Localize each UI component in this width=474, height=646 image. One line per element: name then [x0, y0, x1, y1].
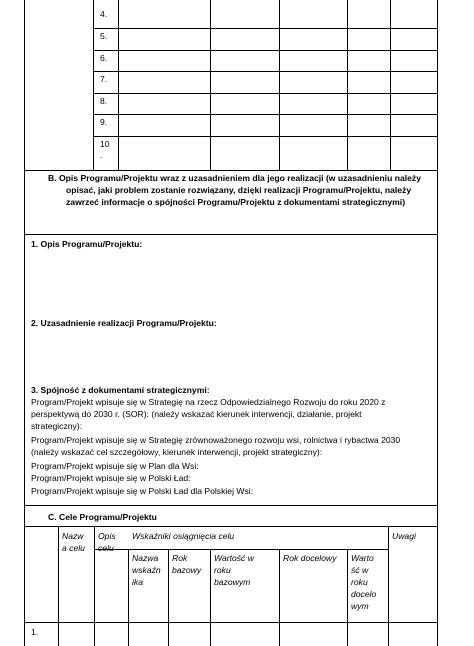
subheader-base-year: Rok: [172, 553, 188, 563]
strategy-line: Program/Projekt wpisuje się w Plan dla Wsi:: [31, 461, 199, 471]
subheader-target-value: wym: [351, 601, 369, 611]
subheader-target-value: Warto: [351, 553, 374, 563]
section-b-heading-line: zawrzeć informacje o spójności Programu/Projektu z dokumentami strategicznymi): [66, 197, 406, 207]
row-number: 6.: [100, 53, 108, 63]
header-goal-description: Opis: [98, 531, 116, 541]
goal-row-number: 1.: [31, 627, 39, 637]
subheader-indicator-name: Nazwa: [132, 553, 159, 563]
strategy-line: (należy wskazać cel szczegółowy, kierunek interwencji, projekt strategiczny):: [31, 447, 323, 457]
row-number: 8.: [100, 96, 108, 106]
row-number: 7.: [100, 74, 108, 84]
subheader-target-value: docelo: [351, 589, 377, 599]
section-b-heading-line: B. Opis Programu/Projektu wraz z uzasadnieniem dla jego realizacji (w uzasadnieniu należy: [48, 173, 421, 183]
strategy-line: perspektywą do 2030 r. (SOR): (należy wskazać kierunek interwencji, działanie, projekt: [31, 409, 362, 419]
header-goal-name: a celu: [62, 543, 85, 553]
subheader-base-value: bazowym: [214, 577, 251, 587]
strategy-line: strategiczny):: [31, 421, 83, 431]
section-c-heading: C. Cele Programu/Projektu: [48, 512, 157, 522]
subheader-target-value: roku: [351, 577, 368, 587]
strategy-line: Program/Projekt wpisuje się w Polski Ład dla Polskiej Wsi:: [31, 486, 254, 496]
subheader-base-year: bazowy: [172, 565, 202, 575]
strategy-line: Program/Projekt wpisuje się w Polski Ład:: [31, 473, 191, 483]
subheader-target-year: Rok docelowy: [283, 553, 337, 563]
subheader-base-value: roku: [214, 565, 231, 575]
strategy-line: Program/Projekt wpisuje się w Strategię na rzecz Odpowiedzialnego Rozwoju do roku 2020 z: [31, 397, 386, 407]
header-remarks: Uwagi: [392, 531, 416, 541]
row-number: 10: [100, 139, 110, 149]
subheader-indicator-name: ika: [132, 577, 143, 587]
strategic-coherence-label: 3. Spójność z dokumentami strategicznymi:: [31, 385, 210, 395]
section-b-heading-line: opisać, jaki problem zostanie rozwiązany, dzięki realizacji Programu/Projektu, należy: [66, 185, 412, 195]
row-number: 4.: [100, 9, 108, 19]
subheader-base-value: Wartość w: [214, 553, 254, 563]
row-number: .: [100, 150, 103, 160]
strategy-line: Program/Projekt wpisuje się w Strategię zrównoważonego rozwoju wsi, rolnictwa i rybactwa 2030: [31, 435, 401, 445]
row-number: 9.: [100, 117, 108, 127]
subheader-indicator-name: wskaźn: [132, 565, 161, 575]
program-description-label: 1. Opis Programu/Projektu:: [31, 239, 143, 249]
header-indicators: Wskaźniki osiągnięcia celu: [132, 531, 235, 541]
subheader-target-value: ść w: [351, 565, 369, 575]
program-justification-label: 2. Uzasadnienie realizacji Programu/Projektu:: [31, 318, 217, 328]
header-goal-description: celu: [98, 543, 114, 553]
row-number: 5.: [100, 31, 108, 41]
header-goal-name: Nazw: [62, 531, 84, 541]
